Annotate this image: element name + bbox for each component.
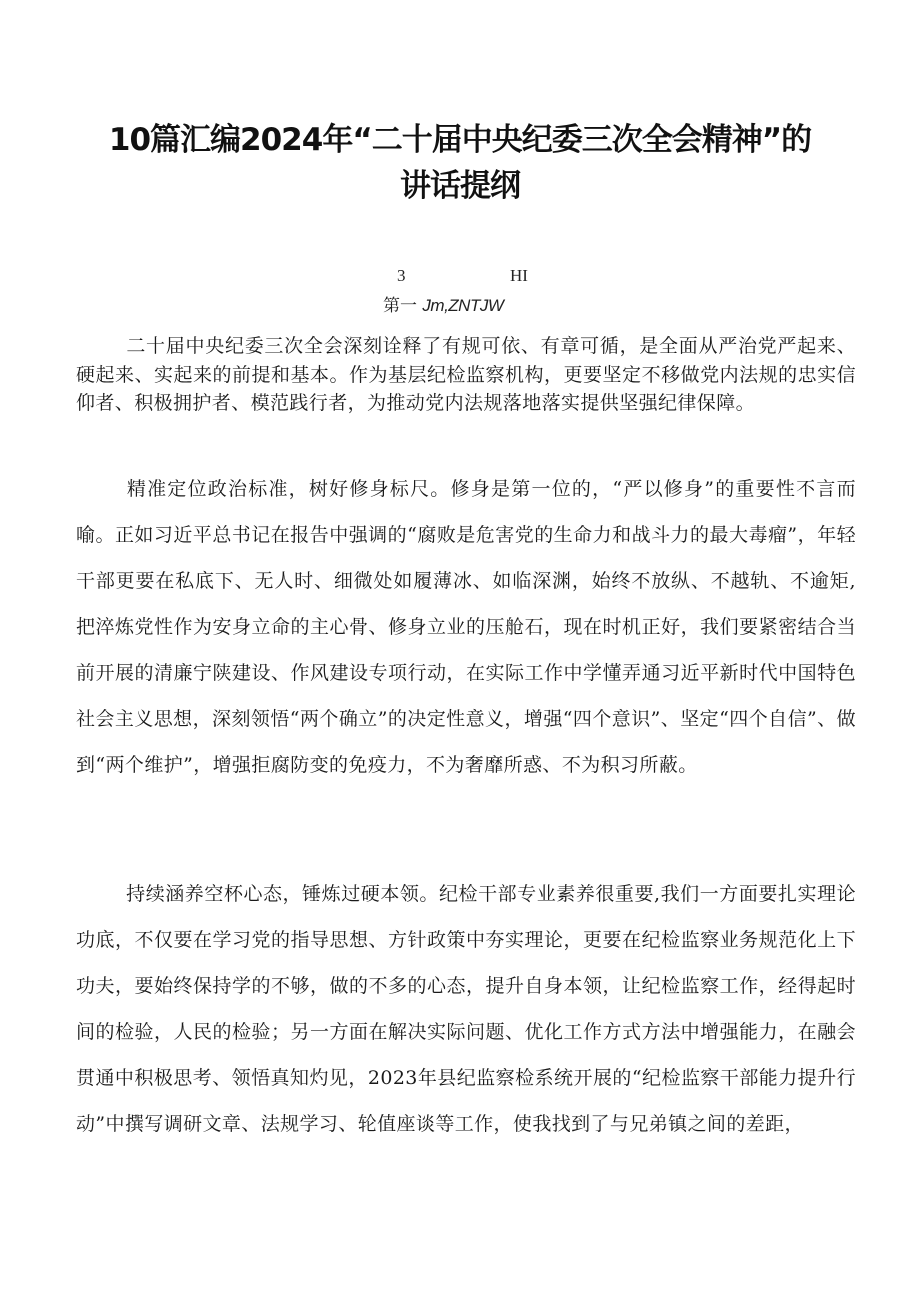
- body-paragraph-2: [76, 466, 856, 788]
- paragraph-text: 二十届中央纪委三次全会深刻诠释了有规可依、有章可循，是全面从严治党严起来、硬起来、实起来的前提和基本。作为基层纪检监察机构，更要坚定不移做党内法规的忠实信仰者、积极拥护者、模范践行者，为推动党内法规落地落实提供坚强纪律保障。: [76, 335, 856, 414]
- body-paragraph-1: [76, 332, 856, 418]
- section-heading-garbled: Jm,ZNTJW: [422, 296, 504, 315]
- document-title-line-2: 讲话提纲: [400, 168, 520, 204]
- section-heading: [383, 291, 503, 316]
- section-heading-lead: 第一: [383, 296, 417, 316]
- paragraph-text: 持续涵养空杯心态，锤炼过硬本领。纪检干部专业素养很重要,我们一方面要扎实理论功底，不仅要在学习党的指导思想、方针政策中夯实理论，更要在纪检监察业务规范化上下功夫，要始终保持学的不够，做的不多的心态，提升自身本领，让纪检监察工作，经得起时间的检验，人民的检验；另一方面在解决实际问题、优化工作方式方法中增强能力，在融会贯通中积极思考、领悟真知灼见，2023年县纪监察检系统开展的“纪检监察干部能力提升行动”中撰写调研文章、法规学习、轮值座谈等工作，使我找到了与兄弟镇之间的差距，: [76, 883, 856, 1135]
- body-paragraph-3: [76, 871, 856, 1147]
- paragraph-text: 精准定位政治标准，树好修身标尺。修身是第一位的，“严以修身”的重要性不言而喻。正如习近平总书记在报告中强调的“腐败是危害党的生命力和战斗力的最大毒瘤”，年轻干部更要在私底下、无人时、细微处如履薄冰、如临深渊，始终不放纵、不越轨、不逾矩,把淬炼党性作为安身立命的主心骨、修身立业的压舱石，现在时机正好，我们要紧密结合当前开展的清廉宁陕建设、作风建设专项行动，在实际工作中学懂弄通习近平新时代中国特色社会主义思想，深刻领悟“两个确立”的决定性意义，增强“四个意识”、坚定“四个自信”、做到“两个维护”，增强拒腐防变的免疫力，不为奢靡所惑、不为积习所蔽。: [76, 478, 856, 776]
- section-marker: HI: [510, 266, 528, 285]
- section-number: 3: [397, 266, 406, 285]
- document-title-line-1: 10篇汇编2024年“二十届中央纪委三次全会精神”的: [108, 122, 812, 158]
